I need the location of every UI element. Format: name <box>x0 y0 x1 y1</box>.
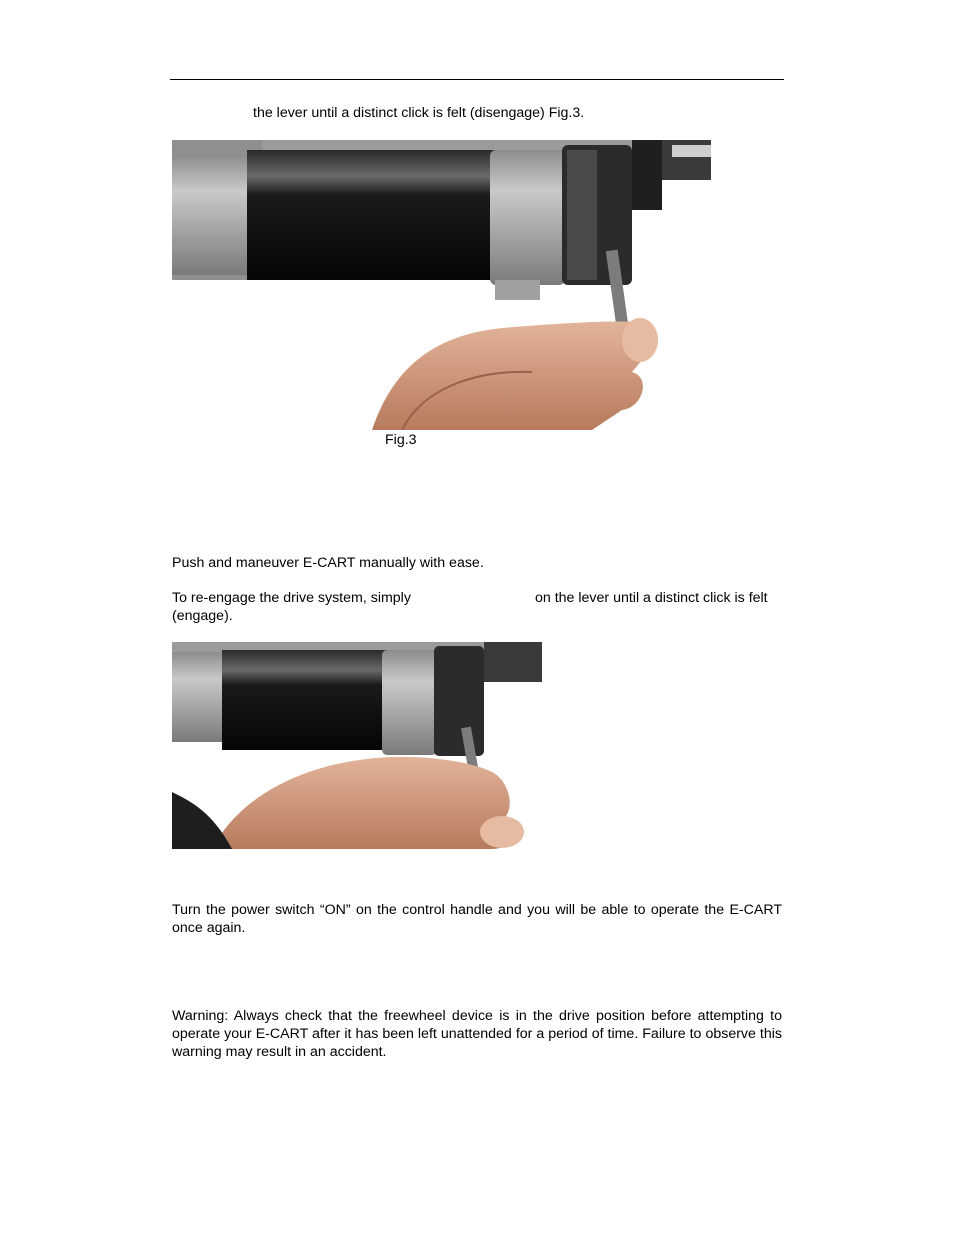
fig3-photo <box>172 140 711 430</box>
reengage-photo <box>172 642 542 849</box>
warning-text: Warning: Always check that the freewheel device is in the drive position before attempting to operate your E-CART after it has been left unattended for a period of time. Failure to observe this warning may result in an accident. <box>172 1008 782 1060</box>
fig3-caption: Fig.3 <box>385 432 417 448</box>
reengage-instruction-line2: (engage). <box>172 608 233 624</box>
header-rule <box>170 79 784 80</box>
power-instruction: Turn the power switch “ON” on the control handle and you will be able to operate the E-CART once again. <box>172 902 782 936</box>
reengage-instruction-right: on the lever until a distinct click is felt <box>535 590 768 606</box>
instruction-text-disengage: the lever until a distinct click is felt (disengage) Fig.3. <box>253 105 585 121</box>
push-instruction: Push and maneuver E-CART manually with ease. <box>172 555 484 571</box>
reengage-instruction-left: To re-engage the drive system, simply <box>172 590 411 606</box>
